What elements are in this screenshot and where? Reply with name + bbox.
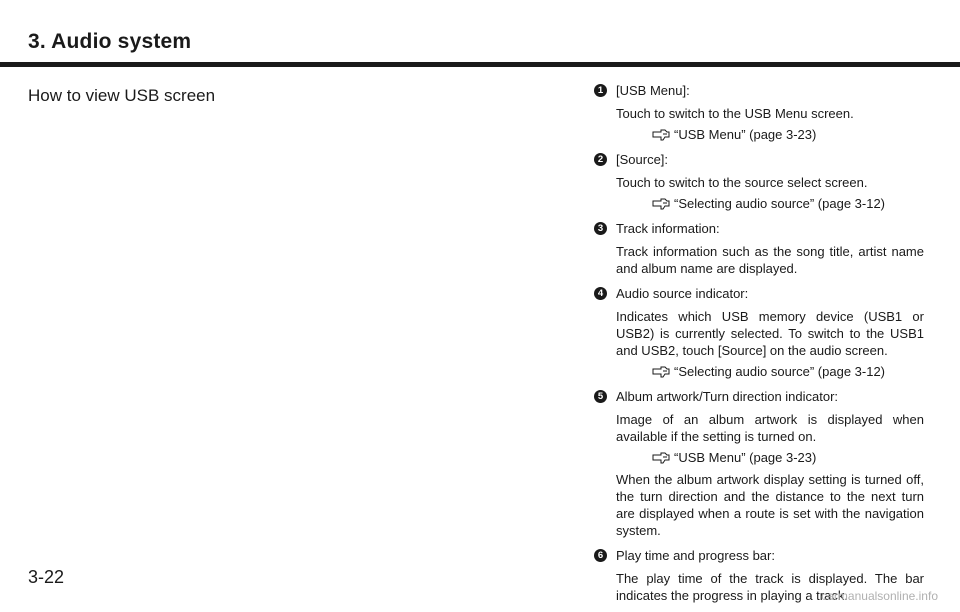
list-item — [594, 220, 924, 277]
reference-text[interactable]: “Selecting audio source” (page 3-12) — [674, 196, 886, 211]
item-description: The play time of the track is displayed. The bar indicates the progress in playing a track. — [616, 571, 924, 603]
cross-reference[interactable] — [616, 126, 924, 143]
header-rule — [0, 62, 960, 67]
item-description: Image of an album artwork is displayed when available if the setting is turned on. — [616, 412, 924, 444]
item-description: When the album artwork display setting is turned off, the turn direction and the distance to the next turn are displayed when a route is set with the navigation system. — [616, 472, 924, 538]
item-title: Play time and progress bar: — [616, 548, 775, 563]
list-item — [594, 285, 924, 380]
reference-text[interactable]: “Selecting audio source” (page 3-12) — [674, 364, 886, 379]
item-title: [Source]: — [616, 152, 669, 167]
page-number: 3-22 — [28, 567, 65, 587]
watermark: carmanualsonline.info — [821, 589, 938, 603]
item-description: Touch to switch to the source select screen. — [616, 175, 868, 190]
list-item — [594, 82, 924, 143]
numbered-circle-icon: 4 — [594, 287, 607, 300]
numbered-circle-icon: 2 — [594, 153, 607, 166]
cross-reference[interactable] — [616, 363, 924, 380]
reference-pointer-icon — [652, 365, 670, 379]
list-item — [594, 151, 924, 212]
item-title: Audio source indicator: — [616, 286, 749, 301]
reference-pointer-icon — [652, 197, 670, 211]
reference-text[interactable]: “USB Menu” (page 3-23) — [674, 450, 817, 465]
chapter-title: 3. Audio system — [28, 30, 192, 53]
numbered-circle-icon: 1 — [594, 84, 607, 97]
item-description: Indicates which USB memory device (USB1 or USB2) is currently selected. To switch to the USB1 and USB2, touch [Source] on the audio screen. — [616, 309, 924, 358]
reference-text[interactable]: “USB Menu” (page 3-23) — [674, 127, 817, 142]
list-item — [594, 388, 924, 539]
item-title: Track information: — [616, 221, 720, 236]
item-list — [594, 82, 924, 612]
item-description: Touch to switch to the USB Menu screen. — [616, 106, 854, 121]
section-heading: How to view USB screen — [28, 86, 216, 105]
item-title: [USB Menu]: — [616, 83, 690, 98]
numbered-circle-icon: 3 — [594, 222, 607, 235]
item-title: Album artwork/Turn direction indicator: — [616, 389, 839, 404]
numbered-circle-icon: 5 — [594, 390, 607, 403]
cross-reference[interactable] — [616, 195, 924, 212]
cross-reference[interactable] — [616, 449, 924, 466]
item-description: Track information such as the song title, artist name and album name are displayed. — [616, 244, 924, 276]
reference-pointer-icon — [652, 451, 670, 465]
numbered-circle-icon: 6 — [594, 549, 607, 562]
reference-pointer-icon — [652, 128, 670, 142]
